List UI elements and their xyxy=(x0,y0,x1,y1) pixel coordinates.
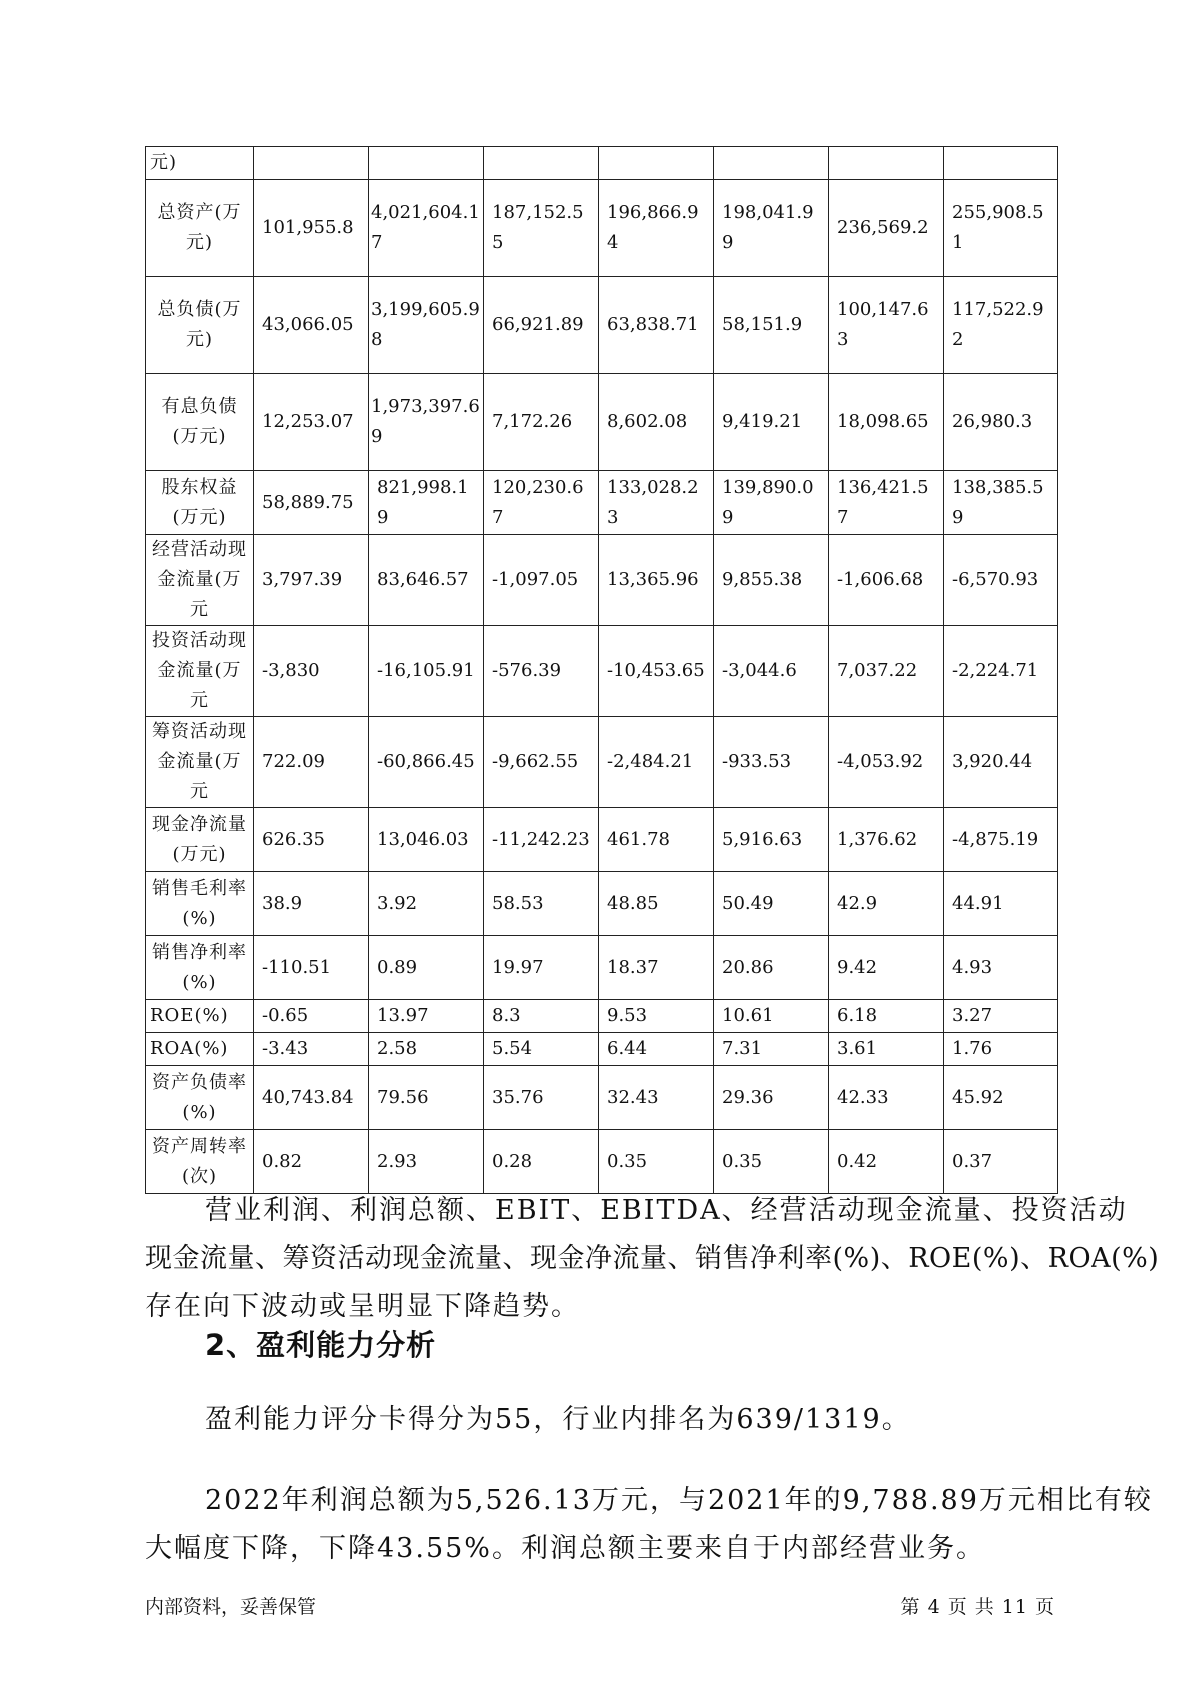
footer-confidential: 内部资料，妥善保管 xyxy=(145,1596,317,1618)
table-row xyxy=(146,1033,1058,1066)
table-cell: 38.9 xyxy=(254,872,369,936)
table-cell: -2,484.21 xyxy=(599,717,714,808)
table-cell: 79.56 xyxy=(369,1066,484,1130)
table-cell: -10,453.65 xyxy=(599,626,714,717)
table-cell: 6.18 xyxy=(829,1000,944,1033)
row-label: 筹资活动现金流量(万元 xyxy=(146,717,254,808)
table-cell: -3,044.6 xyxy=(714,626,829,717)
paragraph-line: 存在向下波动或呈明显下降趋势。 xyxy=(145,1291,580,1322)
table-cell: 9,855.38 xyxy=(714,535,829,626)
table-cell: 58,151.9 xyxy=(714,277,829,374)
table-cell: 5.54 xyxy=(484,1033,599,1066)
table-cell: -3,830 xyxy=(254,626,369,717)
table-cell: 8.3 xyxy=(484,1000,599,1033)
table-cell: 626.35 xyxy=(254,808,369,872)
table-cell xyxy=(829,147,944,180)
table-cell: 5,916.63 xyxy=(714,808,829,872)
table-cell: 3,199,605.98 xyxy=(369,277,484,374)
table-row xyxy=(146,1000,1058,1033)
table-cell: -1,606.68 xyxy=(829,535,944,626)
table-cell: 42.33 xyxy=(829,1066,944,1130)
table-cell: 12,253.07 xyxy=(254,374,369,471)
table-cell: 4,021,604.17 xyxy=(369,180,484,277)
table-cell: 20.86 xyxy=(714,936,829,1000)
table-cell: 0.37 xyxy=(944,1130,1058,1194)
table-cell: 83,646.57 xyxy=(369,535,484,626)
table-cell: 63,838.71 xyxy=(599,277,714,374)
row-label: 总负债(万元) xyxy=(146,277,254,374)
table-cell: 42.9 xyxy=(829,872,944,936)
table-cell: 13,365.96 xyxy=(599,535,714,626)
paragraph-line: 现金流量、筹资活动现金流量、现金净流量、销售净利率(%)、ROE(%)、ROA(%) xyxy=(145,1243,1160,1274)
row-label: 股东权益(万元) xyxy=(146,471,254,535)
table-cell xyxy=(369,147,484,180)
table-cell: 1,973,397.69 xyxy=(369,374,484,471)
section-heading: 2、盈利能力分析 xyxy=(205,1328,437,1362)
table-cell: 3,920.44 xyxy=(944,717,1058,808)
table-cell: 18.37 xyxy=(599,936,714,1000)
table-cell: -2,224.71 xyxy=(944,626,1058,717)
table-cell: 40,743.84 xyxy=(254,1066,369,1130)
table-cell: 2.58 xyxy=(369,1033,484,1066)
table-cell: 1,376.62 xyxy=(829,808,944,872)
paragraph-line: 营业利润、利润总额、EBIT、EBITDA、经营活动现金流量、投资活动 xyxy=(205,1195,1128,1226)
table-row xyxy=(146,1066,1058,1130)
table-cell: -576.39 xyxy=(484,626,599,717)
table-cell: -4,053.92 xyxy=(829,717,944,808)
row-label: 有息负债(万元) xyxy=(146,374,254,471)
table-row xyxy=(146,180,1058,277)
table-cell xyxy=(944,147,1058,180)
score-paragraph xyxy=(145,1396,1057,1444)
table-cell: 3.92 xyxy=(369,872,484,936)
table-cell xyxy=(599,147,714,180)
table-row xyxy=(146,717,1058,808)
table-cell: 7,172.26 xyxy=(484,374,599,471)
row-label: 现金净流量(万元) xyxy=(146,808,254,872)
table-cell: 19.97 xyxy=(484,936,599,1000)
row-label: 元) xyxy=(146,147,254,180)
table-cell: 44.91 xyxy=(944,872,1058,936)
table-cell: 255,908.51 xyxy=(944,180,1058,277)
table-cell: 461.78 xyxy=(599,808,714,872)
table-cell: -11,242.23 xyxy=(484,808,599,872)
table-row xyxy=(146,374,1058,471)
table-cell: 3,797.39 xyxy=(254,535,369,626)
table-cell: 4.93 xyxy=(944,936,1058,1000)
footer-page-number: 第 4 页 共 11 页 xyxy=(900,1596,1055,1618)
table-cell: 8,602.08 xyxy=(599,374,714,471)
table-cell: 58.53 xyxy=(484,872,599,936)
row-label: ROE(%) xyxy=(146,1000,254,1033)
paragraph-line: 盈利能力评分卡得分为55，行业内排名为639/1319。 xyxy=(205,1404,911,1435)
table-cell: 3.27 xyxy=(944,1000,1058,1033)
table-cell: -60,866.45 xyxy=(369,717,484,808)
table-cell: 7,037.22 xyxy=(829,626,944,717)
table-cell: 1.76 xyxy=(944,1033,1058,1066)
table-cell: -933.53 xyxy=(714,717,829,808)
table-cell: -0.65 xyxy=(254,1000,369,1033)
paragraph-line: 2022年利润总额为5,526.13万元，与2021年的9,788.89万元相比有较 xyxy=(205,1485,1153,1516)
table-cell xyxy=(254,147,369,180)
table-cell: 198,041.99 xyxy=(714,180,829,277)
table-cell: -4,875.19 xyxy=(944,808,1058,872)
table-cell: 29.36 xyxy=(714,1066,829,1130)
table-cell: 9.53 xyxy=(599,1000,714,1033)
table-cell: 236,569.2 xyxy=(829,180,944,277)
table-cell: -16,105.91 xyxy=(369,626,484,717)
row-label: 资产周转率(次) xyxy=(146,1130,254,1194)
financial-indicators-table xyxy=(145,146,1058,1194)
table-cell: 0.42 xyxy=(829,1130,944,1194)
paragraph-line: 大幅度下降，下降43.55%。利润总额主要来自于内部经营业务。 xyxy=(145,1533,985,1564)
table-cell: 821,998.19 xyxy=(369,471,484,535)
row-label: ROA(%) xyxy=(146,1033,254,1066)
table-cell: -3.43 xyxy=(254,1033,369,1066)
table-cell: -9,662.55 xyxy=(484,717,599,808)
table-cell: 32.43 xyxy=(599,1066,714,1130)
table-row xyxy=(146,626,1058,717)
table-cell: 0.89 xyxy=(369,936,484,1000)
table-body xyxy=(146,147,1058,1194)
table-cell: 13.97 xyxy=(369,1000,484,1033)
table-cell: 138,385.59 xyxy=(944,471,1058,535)
table-cell: 0.82 xyxy=(254,1130,369,1194)
table-cell: 66,921.89 xyxy=(484,277,599,374)
table-cell: 6.44 xyxy=(599,1033,714,1066)
table-cell: 13,046.03 xyxy=(369,808,484,872)
table-cell: 2.93 xyxy=(369,1130,484,1194)
table-cell: 48.85 xyxy=(599,872,714,936)
row-label: 总资产(万元) xyxy=(146,180,254,277)
table-cell: 35.76 xyxy=(484,1066,599,1130)
profit-paragraph xyxy=(145,1477,1153,1573)
table-row xyxy=(146,535,1058,626)
trend-paragraph xyxy=(145,1187,1160,1331)
table-row xyxy=(146,936,1058,1000)
table-cell: 120,230.67 xyxy=(484,471,599,535)
table-cell: 58,889.75 xyxy=(254,471,369,535)
table-cell: 101,955.8 xyxy=(254,180,369,277)
table-cell: 0.28 xyxy=(484,1130,599,1194)
table-cell: 0.35 xyxy=(714,1130,829,1194)
row-label: 资产负债率(%) xyxy=(146,1066,254,1130)
table-row xyxy=(146,147,1058,180)
table-cell: 133,028.23 xyxy=(599,471,714,535)
table-row xyxy=(146,277,1058,374)
table-cell: 43,066.05 xyxy=(254,277,369,374)
table-cell: 50.49 xyxy=(714,872,829,936)
table-cell: 26,980.3 xyxy=(944,374,1058,471)
row-label: 销售净利率(%) xyxy=(146,936,254,1000)
table-cell xyxy=(484,147,599,180)
table-row xyxy=(146,471,1058,535)
table-cell: 139,890.09 xyxy=(714,471,829,535)
table-cell: -110.51 xyxy=(254,936,369,1000)
table-row xyxy=(146,808,1058,872)
table-cell: 100,147.63 xyxy=(829,277,944,374)
table-cell: 0.35 xyxy=(599,1130,714,1194)
table-cell: 196,866.94 xyxy=(599,180,714,277)
table-cell: -6,570.93 xyxy=(944,535,1058,626)
row-label: 投资活动现金流量(万元 xyxy=(146,626,254,717)
table-cell: 18,098.65 xyxy=(829,374,944,471)
table-cell: 45.92 xyxy=(944,1066,1058,1130)
table-row xyxy=(146,872,1058,936)
table-cell: -1,097.05 xyxy=(484,535,599,626)
table-cell: 722.09 xyxy=(254,717,369,808)
row-label: 销售毛利率(%) xyxy=(146,872,254,936)
table-cell: 9.42 xyxy=(829,936,944,1000)
table-cell xyxy=(714,147,829,180)
table-row xyxy=(146,1130,1058,1194)
table-cell: 10.61 xyxy=(714,1000,829,1033)
row-label: 经营活动现金流量(万元 xyxy=(146,535,254,626)
table-cell: 9,419.21 xyxy=(714,374,829,471)
table-cell: 3.61 xyxy=(829,1033,944,1066)
table-cell: 136,421.57 xyxy=(829,471,944,535)
table-cell: 117,522.92 xyxy=(944,277,1058,374)
table-cell: 7.31 xyxy=(714,1033,829,1066)
table-cell: 187,152.55 xyxy=(484,180,599,277)
